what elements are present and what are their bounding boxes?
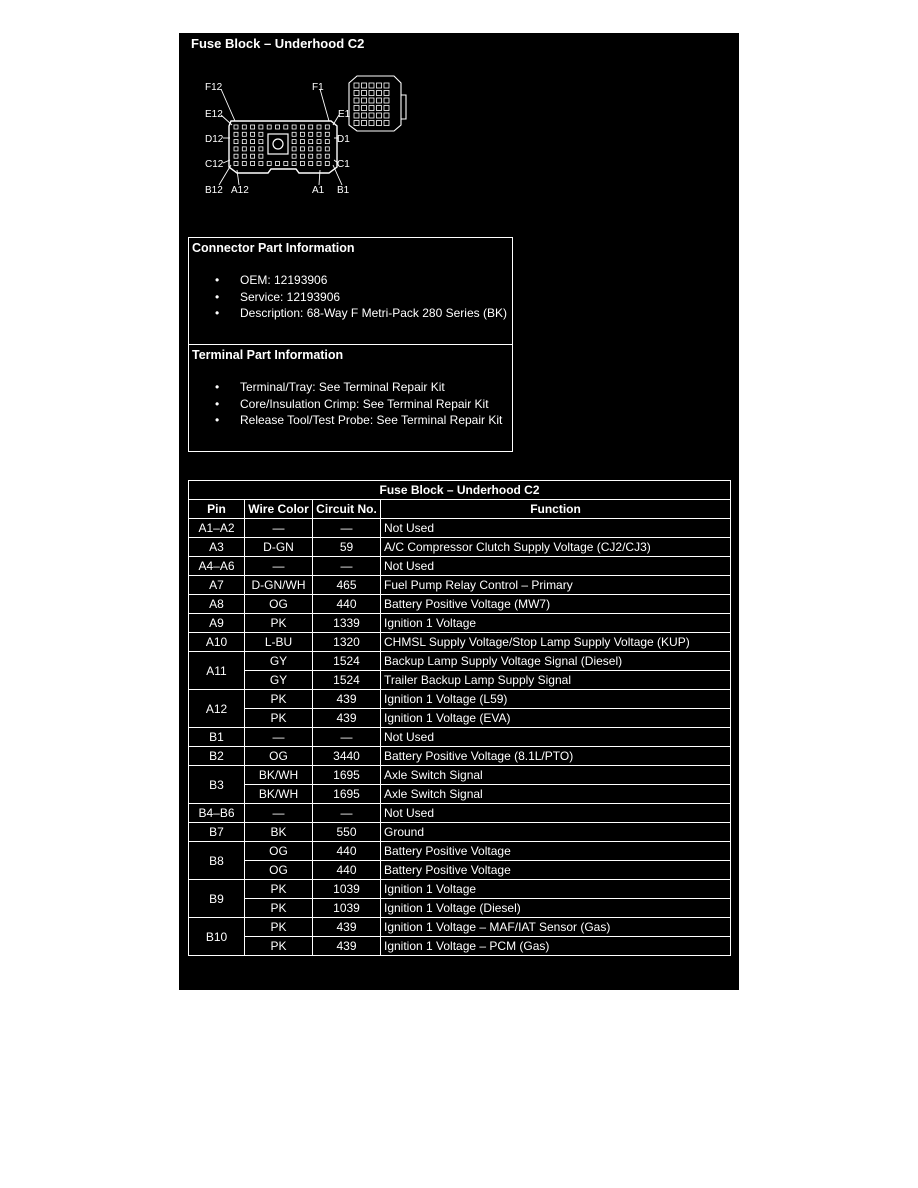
cell-function: Ground bbox=[381, 823, 731, 842]
pin-cavity bbox=[251, 154, 255, 158]
pin-cavity bbox=[276, 162, 280, 166]
sketch-cavity bbox=[384, 106, 389, 111]
pin-cavity bbox=[309, 162, 313, 166]
table-row bbox=[189, 614, 731, 633]
pin-cavity bbox=[259, 162, 263, 166]
sketch-cavity bbox=[362, 113, 367, 118]
pin-cavity bbox=[242, 140, 246, 144]
cell-wire-color: PK bbox=[245, 709, 313, 728]
pin-cavity bbox=[234, 147, 238, 151]
pin-cavity bbox=[242, 132, 246, 136]
pin-cavity bbox=[300, 125, 304, 129]
sketch-cavity bbox=[377, 106, 382, 111]
pin-cavity bbox=[292, 162, 296, 166]
pin-cavity bbox=[234, 162, 238, 166]
cell-circuit-no: 465 bbox=[313, 576, 381, 595]
cell-pin: A11 bbox=[189, 652, 245, 690]
table-row bbox=[189, 633, 731, 652]
cell-function: Ignition 1 Voltage (EVA) bbox=[381, 709, 731, 728]
sketch-cavity bbox=[362, 83, 367, 88]
table-row bbox=[189, 538, 731, 557]
cell-circuit-no: 59 bbox=[313, 538, 381, 557]
pin-cavity bbox=[234, 140, 238, 144]
sketch-cavity bbox=[384, 91, 389, 96]
bullet-icon: • bbox=[215, 396, 220, 411]
cell-pin: B8 bbox=[189, 842, 245, 880]
bullet-icon: • bbox=[215, 380, 220, 394]
pin-cavity bbox=[284, 162, 288, 166]
cell-function: Axle Switch Signal bbox=[381, 785, 731, 804]
cell-pin: B10 bbox=[189, 918, 245, 956]
sketch-cavity bbox=[384, 98, 389, 103]
cell-circuit-no: — bbox=[313, 804, 381, 823]
sketch-cavity bbox=[377, 98, 382, 103]
connector-info-item-text: OEM: 12193906 bbox=[240, 273, 328, 287]
pin-cavity bbox=[300, 147, 304, 151]
sketch-cavity bbox=[362, 98, 367, 103]
table-row bbox=[189, 747, 731, 766]
cell-function: Not Used bbox=[381, 557, 731, 576]
cell-pin: B7 bbox=[189, 823, 245, 842]
pin-cavity bbox=[325, 154, 329, 158]
bullet-icon: • bbox=[215, 289, 220, 304]
terminal-info-item-text: Release Tool/Test Probe: See Terminal Repair Kit bbox=[240, 413, 503, 427]
cell-circuit-no: 440 bbox=[313, 595, 381, 614]
sketch-cavity bbox=[354, 106, 359, 111]
cell-wire-color: D-GN bbox=[245, 538, 313, 557]
terminal-info-item bbox=[189, 396, 502, 413]
cell-circuit-no: — bbox=[313, 728, 381, 747]
cell-circuit-no: 1695 bbox=[313, 766, 381, 785]
cell-wire-color: — bbox=[245, 804, 313, 823]
connector-center-hole bbox=[273, 139, 283, 149]
table-row bbox=[189, 576, 731, 595]
cell-function: Ignition 1 Voltage bbox=[381, 614, 731, 633]
table-row bbox=[189, 557, 731, 576]
cell-circuit-no: 439 bbox=[313, 709, 381, 728]
connector-3d-sketch bbox=[349, 76, 406, 131]
cell-function: Battery Positive Voltage (MW7) bbox=[381, 595, 731, 614]
pin-cavity bbox=[251, 162, 255, 166]
pin-label-d1: D1 bbox=[337, 134, 350, 145]
sketch-cavity bbox=[362, 121, 367, 126]
connector-info-item bbox=[189, 289, 507, 306]
connector-part-info-box bbox=[188, 237, 513, 345]
pin-label-a12: A12 bbox=[231, 185, 249, 196]
pin-cavity bbox=[317, 154, 321, 158]
pin-label-e12: E12 bbox=[205, 109, 223, 120]
cell-wire-color: OG bbox=[245, 861, 313, 880]
sketch-cavity bbox=[354, 98, 359, 103]
cell-circuit-no: 1339 bbox=[313, 614, 381, 633]
pin-cavity bbox=[325, 140, 329, 144]
terminal-info-item-text: Terminal/Tray: See Terminal Repair Kit bbox=[240, 380, 445, 394]
connector-part-info-title: Connector Part Information bbox=[192, 241, 355, 255]
pin-cavity bbox=[317, 125, 321, 129]
pin-cavity bbox=[259, 132, 263, 136]
cell-circuit-no: 440 bbox=[313, 842, 381, 861]
header-function: Function bbox=[381, 500, 731, 519]
sketch-cavity bbox=[369, 121, 374, 126]
pin-cavity bbox=[300, 140, 304, 144]
cell-circuit-no: — bbox=[313, 519, 381, 538]
cell-pin: A8 bbox=[189, 595, 245, 614]
connector-pin-grid bbox=[234, 125, 329, 166]
sketch-cavity bbox=[377, 113, 382, 118]
cell-pin: B1 bbox=[189, 728, 245, 747]
pin-cavity bbox=[317, 132, 321, 136]
table-row bbox=[189, 804, 731, 823]
cell-function: Not Used bbox=[381, 519, 731, 538]
cell-wire-color: OG bbox=[245, 747, 313, 766]
cell-circuit-no: 440 bbox=[313, 861, 381, 880]
terminal-part-info-title: Terminal Part Information bbox=[192, 348, 344, 362]
sketch-cavity bbox=[384, 83, 389, 88]
cell-function: Not Used bbox=[381, 728, 731, 747]
cell-function: Backup Lamp Supply Voltage Signal (Diesel) bbox=[381, 652, 731, 671]
connector-face-diagram bbox=[179, 33, 419, 203]
cell-wire-color: OG bbox=[245, 595, 313, 614]
bullet-icon: • bbox=[215, 413, 220, 427]
sketch-cavity bbox=[384, 121, 389, 126]
table-row bbox=[189, 918, 731, 937]
cell-circuit-no: 1039 bbox=[313, 899, 381, 918]
cell-function: Battery Positive Voltage bbox=[381, 842, 731, 861]
header-wire-color: Wire Color bbox=[245, 500, 313, 519]
pin-cavity bbox=[309, 132, 313, 136]
cell-circuit-no: 439 bbox=[313, 937, 381, 956]
pin-cavity bbox=[259, 154, 263, 158]
cell-pin: B3 bbox=[189, 766, 245, 804]
cell-pin: B2 bbox=[189, 747, 245, 766]
terminal-info-item bbox=[189, 379, 502, 396]
pin-cavity bbox=[284, 125, 288, 129]
sketch-cavity bbox=[369, 91, 374, 96]
pin-cavity bbox=[267, 125, 271, 129]
cell-circuit-no: 1695 bbox=[313, 785, 381, 804]
pin-cavity bbox=[309, 140, 313, 144]
pin-cavity bbox=[251, 125, 255, 129]
pin-cavity bbox=[242, 154, 246, 158]
pin-cavity bbox=[300, 132, 304, 136]
header-circuit-no: Circuit No. bbox=[313, 500, 381, 519]
cell-wire-color: — bbox=[245, 519, 313, 538]
pin-label-c12: C12 bbox=[205, 159, 224, 170]
sketch-cavity bbox=[354, 91, 359, 96]
cell-pin: B9 bbox=[189, 880, 245, 918]
pin-cavity bbox=[292, 125, 296, 129]
pin-cavity bbox=[242, 162, 246, 166]
cell-pin: B4–B6 bbox=[189, 804, 245, 823]
cell-pin: A1–A2 bbox=[189, 519, 245, 538]
pin-cavity bbox=[234, 154, 238, 158]
pin-label-e1: E1 bbox=[338, 109, 351, 120]
sketch-cavity bbox=[369, 113, 374, 118]
pin-cavity bbox=[300, 162, 304, 166]
cell-wire-color: PK bbox=[245, 937, 313, 956]
table-row bbox=[189, 709, 731, 728]
pin-cavity bbox=[325, 132, 329, 136]
cell-function: Ignition 1 Voltage (Diesel) bbox=[381, 899, 731, 918]
bullet-icon: • bbox=[215, 273, 220, 287]
pin-cavity bbox=[309, 154, 313, 158]
pin-cavity bbox=[234, 125, 238, 129]
cell-pin: A10 bbox=[189, 633, 245, 652]
table-row bbox=[189, 728, 731, 747]
pin-label-d12: D12 bbox=[205, 134, 224, 145]
pin-cavity bbox=[309, 147, 313, 151]
cell-wire-color: PK bbox=[245, 690, 313, 709]
cell-pin: A12 bbox=[189, 690, 245, 728]
connector-page-panel bbox=[179, 33, 739, 990]
pin-label-a1: A1 bbox=[312, 185, 325, 196]
sketch-cavity bbox=[369, 83, 374, 88]
terminal-part-info-list bbox=[189, 379, 502, 429]
cell-wire-color: — bbox=[245, 728, 313, 747]
table-row bbox=[189, 937, 731, 956]
table-row bbox=[189, 652, 731, 671]
sketch-cavity bbox=[369, 98, 374, 103]
cell-circuit-no: — bbox=[313, 557, 381, 576]
bullet-icon: • bbox=[215, 306, 220, 320]
pin-cavity bbox=[325, 147, 329, 151]
pin-cavity bbox=[276, 125, 280, 129]
cell-function: A/C Compressor Clutch Supply Voltage (CJ2/CJ3) bbox=[381, 538, 731, 557]
pin-cavity bbox=[325, 162, 329, 166]
cell-wire-color: PK bbox=[245, 614, 313, 633]
cell-function: Ignition 1 Voltage – MAF/IAT Sensor (Gas) bbox=[381, 918, 731, 937]
table-row bbox=[189, 519, 731, 538]
pin-table-body bbox=[189, 519, 731, 956]
pin-leader-lines bbox=[219, 89, 342, 185]
cell-pin: A4–A6 bbox=[189, 557, 245, 576]
table-row bbox=[189, 785, 731, 804]
cell-function: Ignition 1 Voltage – PCM (Gas) bbox=[381, 937, 731, 956]
pin-cavity bbox=[309, 125, 313, 129]
cell-circuit-no: 1320 bbox=[313, 633, 381, 652]
connector-center-boss bbox=[268, 134, 288, 154]
sketch-cavity bbox=[369, 106, 374, 111]
pin-cavity bbox=[242, 125, 246, 129]
cell-pin: A7 bbox=[189, 576, 245, 595]
pin-cavity bbox=[242, 147, 246, 151]
cell-function: Fuel Pump Relay Control – Primary bbox=[381, 576, 731, 595]
cell-wire-color: BK bbox=[245, 823, 313, 842]
pin-cavity bbox=[292, 140, 296, 144]
connector-info-item-text: Service: 12193906 bbox=[240, 289, 341, 304]
cell-wire-color: PK bbox=[245, 880, 313, 899]
table-row bbox=[189, 899, 731, 918]
cell-wire-color: D-GN/WH bbox=[245, 576, 313, 595]
cell-wire-color: PK bbox=[245, 899, 313, 918]
cell-wire-color: OG bbox=[245, 842, 313, 861]
sketch-cavity bbox=[362, 91, 367, 96]
table-row bbox=[189, 690, 731, 709]
cell-circuit-no: 439 bbox=[313, 918, 381, 937]
cell-function: Trailer Backup Lamp Supply Signal bbox=[381, 671, 731, 690]
table-row bbox=[189, 671, 731, 690]
pin-cavity bbox=[251, 140, 255, 144]
page-title: Fuse Block – Underhood C2 bbox=[191, 36, 365, 51]
table-row bbox=[189, 766, 731, 785]
terminal-part-info-box bbox=[188, 344, 513, 452]
table-row bbox=[189, 880, 731, 899]
pin-cavity bbox=[259, 147, 263, 151]
sketch-cavity bbox=[362, 106, 367, 111]
cell-pin: A3 bbox=[189, 538, 245, 557]
connector-info-item bbox=[189, 305, 507, 322]
pin-assignment-table bbox=[188, 480, 731, 956]
connector-part-info-list bbox=[189, 272, 507, 322]
cell-circuit-no: 439 bbox=[313, 690, 381, 709]
cell-circuit-no: 1039 bbox=[313, 880, 381, 899]
connector-info-item bbox=[189, 272, 507, 289]
pin-cavity bbox=[251, 132, 255, 136]
sketch-cavity bbox=[377, 91, 382, 96]
cell-function: Battery Positive Voltage bbox=[381, 861, 731, 880]
pin-cavity bbox=[317, 140, 321, 144]
cell-wire-color: PK bbox=[245, 918, 313, 937]
cell-function: Not Used bbox=[381, 804, 731, 823]
cell-circuit-no: 1524 bbox=[313, 652, 381, 671]
pin-cavity bbox=[317, 147, 321, 151]
cell-pin: A9 bbox=[189, 614, 245, 633]
cell-function: CHMSL Supply Voltage/Stop Lamp Supply Voltage (KUP) bbox=[381, 633, 731, 652]
pin-cavity bbox=[300, 154, 304, 158]
pin-label-f12: F12 bbox=[205, 82, 223, 93]
pin-cavity bbox=[234, 132, 238, 136]
cell-wire-color: BK/WH bbox=[245, 785, 313, 804]
cell-circuit-no: 1524 bbox=[313, 671, 381, 690]
pin-label-b1: B1 bbox=[337, 185, 350, 196]
pin-cavity bbox=[317, 162, 321, 166]
header-pin: Pin bbox=[189, 500, 245, 519]
table-row bbox=[189, 595, 731, 614]
pin-cavity bbox=[292, 132, 296, 136]
cell-wire-color: — bbox=[245, 557, 313, 576]
pin-cavity bbox=[259, 125, 263, 129]
sketch-cavity bbox=[377, 121, 382, 126]
pin-label-f1: F1 bbox=[312, 82, 324, 93]
table-row bbox=[189, 823, 731, 842]
sketch-cavity bbox=[377, 83, 382, 88]
sketch-cavity bbox=[354, 121, 359, 126]
cell-wire-color: L-BU bbox=[245, 633, 313, 652]
pin-cavity bbox=[292, 154, 296, 158]
sketch-cavity bbox=[354, 113, 359, 118]
sketch-cavity bbox=[354, 83, 359, 88]
table-row bbox=[189, 842, 731, 861]
cell-wire-color: GY bbox=[245, 652, 313, 671]
terminal-info-item bbox=[189, 412, 502, 429]
pin-cavity bbox=[259, 140, 263, 144]
cell-wire-color: GY bbox=[245, 671, 313, 690]
pin-cavity bbox=[251, 147, 255, 151]
cell-function: Ignition 1 Voltage (L59) bbox=[381, 690, 731, 709]
cell-circuit-no: 550 bbox=[313, 823, 381, 842]
table-row bbox=[189, 861, 731, 880]
table-caption: Fuse Block – Underhood C2 bbox=[189, 481, 731, 500]
sketch-cavity bbox=[384, 113, 389, 118]
cell-function: Ignition 1 Voltage bbox=[381, 880, 731, 899]
terminal-info-item-text: Core/Insulation Crimp: See Terminal Repair Kit bbox=[240, 396, 489, 411]
cell-function: Axle Switch Signal bbox=[381, 766, 731, 785]
pin-label-c1: C1 bbox=[337, 159, 350, 170]
pin-cavity bbox=[325, 125, 329, 129]
connector-info-item-text: Description: 68-Way F Metri-Pack 280 Series (BK) bbox=[240, 306, 507, 320]
pin-cavity bbox=[267, 162, 271, 166]
pin-label-b12: B12 bbox=[205, 185, 223, 196]
cell-circuit-no: 3440 bbox=[313, 747, 381, 766]
cell-wire-color: BK/WH bbox=[245, 766, 313, 785]
cell-function: Battery Positive Voltage (8.1L/PTO) bbox=[381, 747, 731, 766]
pin-cavity bbox=[292, 147, 296, 151]
